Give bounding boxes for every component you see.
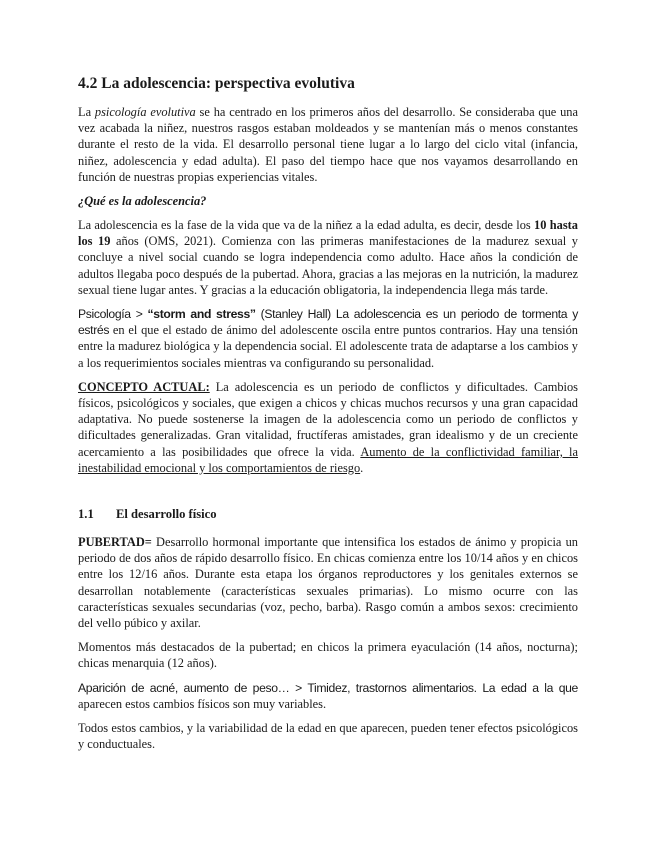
document-page [78, 74, 578, 761]
definition-paragraph [78, 217, 578, 298]
text-run: (Stanley Hall) La adolescencia es un periodo de tormenta y estrés [78, 307, 578, 338]
text-run: La [78, 105, 95, 119]
text-run: años (OMS, 2021). Comienza con las primeras manifestaciones de la madurez sexual y concluye a nivel social cuando se logra independencia como adulto. Hace años la condición de adultos llegaba poco después de la pubertad. Ahora, gracias a las mejoras en la nutrición, la madurez sexual tiene lugar antes. Y gracias a la educación obligatoria, la independencia llega más tarde. [78, 234, 578, 297]
intro-paragraph [78, 104, 578, 185]
text-run: La adolescencia es la fase de la vida que va de la niñez a la edad adulta, es decir, desde los [78, 218, 535, 233]
text-run: se ha centrado en los primeros años del desarrollo. Se consideraba que una vez acabada la niñez, nuestros rasgos estaban moldeados y se mantenían más o menos constantes durante el resto de la vida. El desarrollo personal tiene lugar a lo largo del ciclo vital (infancia, niñez, adolescencia y edad adulta). El paso del tiempo hace que nos vayamos desarrollando en función de nuestras propias experiencias vitales. [78, 105, 578, 184]
section-heading: 4.2 La adolescencia: perspectiva evolutiva [78, 75, 355, 92]
age-range-bold: 10 hasta los 19 [78, 218, 578, 249]
question-heading: ¿Qué es la adolescencia? [78, 194, 207, 209]
physical-changes-paragraph [78, 680, 578, 712]
concept-label: CONCEPTO ACTUAL: [78, 379, 210, 394]
underlined-text: Aumento de la conflictividad familiar, la inestabilidad emocional y los comportamientos de riesgo [78, 444, 578, 475]
puberty-paragraph [78, 534, 578, 631]
storm-stress-bold: “storm and stress” [147, 307, 256, 322]
storm-stress-paragraph [78, 306, 578, 371]
narrow-run: Aparición de acné, aumento de peso… > Timidez, trastornos alimentarios. La edad a la que [78, 680, 578, 695]
text-run: La adolescencia es un periodo de conflictos y dificultades. Cambios físicos, psicológicos y sociales, que exigen a chicos y chicas muchos recursos y una gran capacidad adaptativa. No puede sostenerse la imagen de la adolescencia como un periodo de conflictos y dificultades generalizadas. Gran vitalidad, fructíferas amistades, gran idealismo y de un creciente acercamiento a las posibilidades que ofrece la vida. [78, 379, 579, 459]
emphasis-term: psicología evolutiva [94, 105, 196, 119]
subsection-number: 1.1 [78, 507, 94, 522]
text-run: en el que el estado de ánimo del adolescente oscila entre puntos contrarios. Hay una tensión entre la madurez biológica y la dependencia social. El adolescente trata de adaptarse a los cambios y a los requerimientos sociales mientras va configurando su personalidad. [78, 323, 578, 370]
puberty-label: PUBERTAD= [78, 535, 152, 550]
puberty-moments-paragraph: Momentos más destacados de la pubertad; en chicos la primera eyaculación (14 años, nocturna); chicas menarquia (12 años). [78, 640, 578, 671]
text-run: aparecen estos cambios físicos son muy variables. [78, 696, 327, 711]
subsection-title: El desarrollo físico [116, 507, 217, 522]
subsection-heading [78, 506, 578, 522]
text-run: . [360, 460, 364, 475]
text-run: Psicología > [78, 307, 148, 322]
current-concept-paragraph [78, 379, 578, 476]
text-run: Desarrollo hormonal importante que intensifica los estados de ánimo y propicia un periodo de dos años de rápido desarrollo físico. En chicas comienza entre los 10/14 años y en chicos entre los 12/16 años. Durante esta etapa los órganos reproductores y los genitales externos se desarrollan notablemente (características sexuales primarias). Lo mismo ocurre con las características sexuales secundarias (voz, pecho, barba). Rasgo común a ambos sexos: crecimiento del vello púbico y axilar. [78, 535, 578, 631]
effects-paragraph: Todos estos cambios, y la variabilidad de la edad en que aparecen, pueden tener efectos psicológicos y conductuales. [78, 721, 578, 752]
